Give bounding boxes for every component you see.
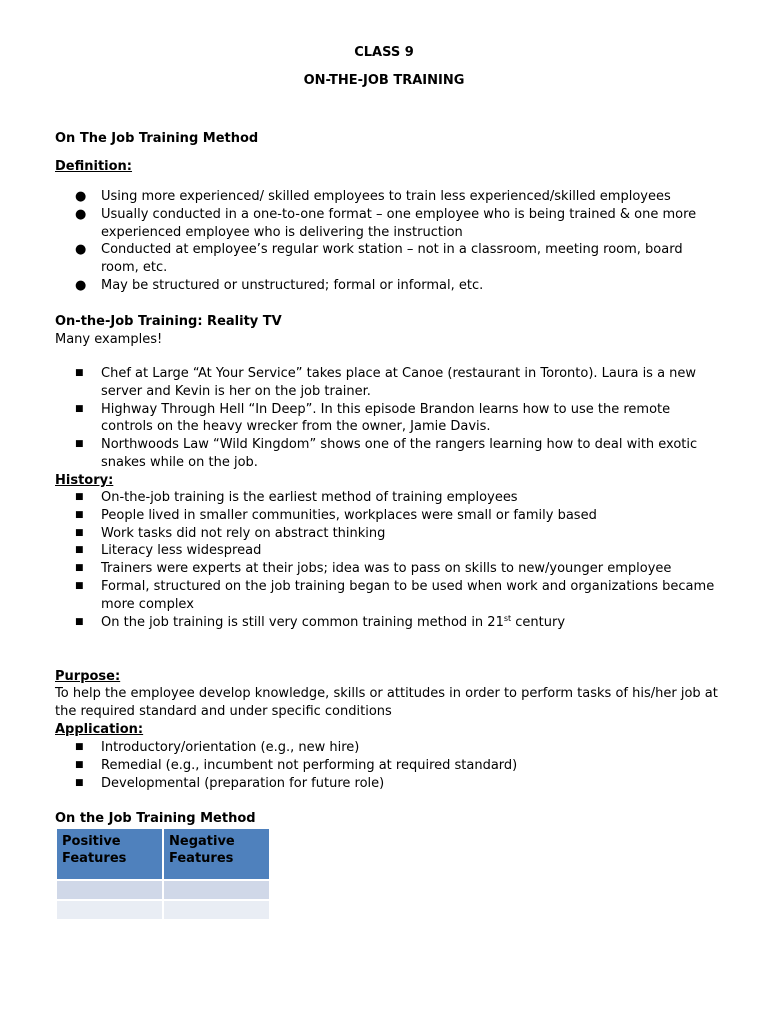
square-bullet-icon: ■ bbox=[75, 545, 84, 556]
disc-bullet-icon: ● bbox=[75, 189, 87, 204]
reality-tv-list bbox=[55, 365, 715, 472]
square-bullet-icon: ■ bbox=[75, 777, 84, 788]
list-item: ● Using more experienced/ skilled employees to train less experienced/skilled employees bbox=[75, 189, 671, 204]
list-item: ■ On the job training is still very common training method in 21st century bbox=[75, 613, 566, 630]
square-bullet-icon: ■ bbox=[75, 616, 84, 627]
list-item: ● Usually conducted in a one-to-one format – one employee who is being trained & one more experienced employee who is delivering the instruction bbox=[75, 206, 697, 240]
purpose-heading: Purpose: bbox=[55, 669, 121, 684]
square-bullet-icon: ■ bbox=[75, 403, 84, 414]
reality-tv-heading: On-the-Job Training: Reality TV bbox=[55, 314, 282, 329]
square-bullet-icon: ■ bbox=[75, 742, 84, 752]
class-label: CLASS 9 bbox=[354, 45, 414, 60]
history-heading: History: bbox=[55, 473, 114, 488]
table-cell bbox=[57, 881, 162, 899]
list-item: ■ Literacy less widespread bbox=[75, 543, 262, 559]
application-list bbox=[55, 739, 715, 792]
disc-bullet-icon: ● bbox=[75, 242, 87, 258]
list-item: ■ Northwoods Law “Wild Kingdom” shows one of the rangers learning how to deal with exotic snakes while on the job. bbox=[75, 437, 698, 470]
definition-list bbox=[55, 188, 715, 295]
table-row bbox=[57, 881, 269, 899]
page-title: ON-THE-JOB TRAINING bbox=[303, 73, 465, 88]
square-bullet-icon: ■ bbox=[75, 368, 84, 378]
square-bullet-icon: ■ bbox=[75, 563, 84, 574]
square-bullet-icon: ■ bbox=[75, 439, 84, 450]
list-item: ■ Developmental (preparation for future role) bbox=[75, 775, 385, 791]
list-item: ● May be structured or unstructured; formal or informal, etc. bbox=[75, 277, 484, 293]
reality-tv-intro: Many examples! bbox=[55, 332, 163, 347]
list-item: ■ Highway Through Hell “In Deep”. In this episode Brandon learns how to use the remote controls on the heavy wrecker from the owner, Jamie Davis. bbox=[75, 401, 671, 435]
features-table-heading: On the Job Training Method bbox=[55, 811, 256, 826]
definition-heading: Definition: bbox=[55, 159, 133, 174]
negative-features-header: Negative Features bbox=[164, 829, 269, 879]
square-bullet-icon: ■ bbox=[75, 759, 84, 770]
disc-bullet-icon: ● bbox=[75, 206, 87, 222]
history-list bbox=[55, 489, 715, 631]
table-header-row bbox=[57, 829, 269, 879]
purpose-text: To help the employee develop knowledge, skills or attitudes in order to perform tasks of his/her job at the required standard and under specific conditions bbox=[55, 686, 718, 719]
application-heading: Application: bbox=[55, 722, 144, 737]
positive-features-header: Positive Features bbox=[57, 829, 162, 879]
features-table bbox=[55, 827, 271, 921]
list-item: ■ On-the-job training is the earliest method of training employees bbox=[75, 490, 518, 505]
square-bullet-icon: ■ bbox=[75, 492, 84, 502]
list-item: ■ Formal, structured on the job training began to be used when work and organizations became more complex bbox=[75, 578, 715, 612]
list-item: ■ Trainers were experts at their jobs; idea was to pass on skills to new/younger employee bbox=[75, 561, 672, 577]
table-row bbox=[57, 901, 269, 919]
method-heading: On The Job Training Method bbox=[55, 131, 259, 146]
list-item: ■ Chef at Large “At Your Service” takes place at Canoe (restaurant in Toronto). Laura is a new server and Kevin is her on the job trainer. bbox=[75, 366, 697, 399]
disc-bullet-icon: ● bbox=[75, 277, 87, 293]
square-bullet-icon: ■ bbox=[75, 509, 84, 520]
table-cell bbox=[164, 901, 269, 919]
table-cell bbox=[164, 881, 269, 899]
list-item: ■ People lived in smaller communities, workplaces were small or family based bbox=[75, 507, 597, 523]
list-item: ■ Work tasks did not rely on abstract thinking bbox=[75, 525, 386, 541]
square-bullet-icon: ■ bbox=[75, 580, 84, 591]
list-item: ● Conducted at employee’s regular work station – not in a classroom, meeting room, board room, etc. bbox=[75, 242, 683, 276]
list-item: ■ Introductory/orientation (e.g., new hire) bbox=[75, 740, 360, 755]
square-bullet-icon: ■ bbox=[75, 527, 84, 538]
table-cell bbox=[57, 901, 162, 919]
list-item: ■ Remedial (e.g., incumbent not performing at required standard) bbox=[75, 757, 518, 773]
